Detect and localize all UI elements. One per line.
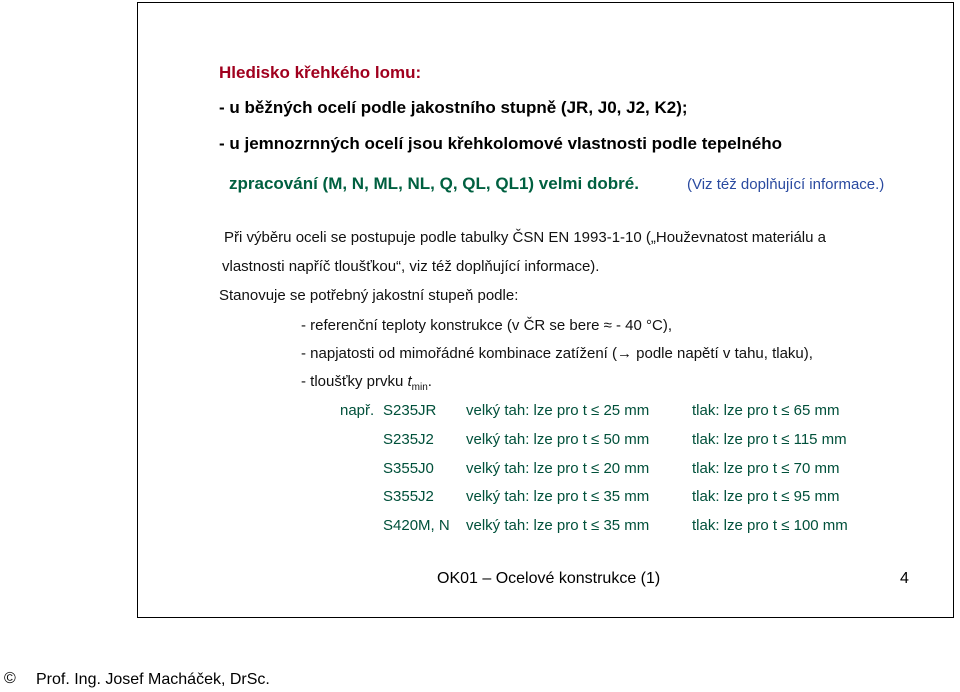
footer-course: OK01 – Ocelové konstrukce (1) — [437, 570, 661, 587]
paragraph-line-2: vlastnosti napříč tloušťkou“, viz též doplňující informace). — [222, 258, 600, 275]
line-fine-grain-b: zpracování (M, N, ML, NL, Q, QL, QL1) velmi dobré. — [229, 174, 639, 193]
line-common-steels: - u běžných ocelí podle jakostního stupně (JR, J0, J2, K2); — [219, 98, 688, 117]
table-tension: velký tah: lze pro t ≤ 25 mm — [466, 402, 650, 419]
table-compression: tlak: lze pro t ≤ 95 mm — [692, 488, 840, 505]
paragraph-line-3: Stanovuje se potřebný jakostní stupeň podle: — [219, 287, 519, 304]
table-tension: velký tah: lze pro t ≤ 35 mm — [466, 488, 650, 505]
paragraph-line-1: Při výběru oceli se postupuje podle tabulky ČSN EN 1993-1-10 („Houževnatost materiálu a — [224, 229, 826, 246]
table-steel: S235JR — [383, 402, 437, 419]
table-compression: tlak: lze pro t ≤ 70 mm — [692, 460, 840, 477]
bullet-reference-temperature: - referenční teploty konstrukce (v ČR se bere ≈ - 40 °C), — [301, 317, 673, 334]
heading: Hledisko křehkého lomu: — [219, 63, 422, 82]
copyright-icon: © — [4, 670, 16, 687]
table-compression: tlak: lze pro t ≤ 65 mm — [692, 402, 840, 419]
bullet-stress: - napjatosti od mimořádné kombinace zatížení (→ podle napětí v tahu, tlaku), — [301, 345, 813, 362]
table-tension: velký tah: lze pro t ≤ 35 mm — [466, 517, 650, 534]
table-steel: S355J0 — [383, 460, 434, 477]
table-compression: tlak: lze pro t ≤ 115 mm — [692, 431, 847, 448]
footer-page-number: 4 — [900, 570, 909, 587]
info-note: (Viz též doplňující informace.) — [687, 176, 885, 193]
bullet-thickness: - tloušťky prvku $t_{min}$. — [301, 373, 432, 393]
table-compression: tlak: lze pro t ≤ 100 mm — [692, 517, 848, 534]
table-steel: S355J2 — [383, 488, 434, 505]
table-steel: S235J2 — [383, 431, 434, 448]
table-tension: velký tah: lze pro t ≤ 20 mm — [466, 460, 650, 477]
author: Prof. Ing. Josef Macháček, DrSc. — [36, 671, 270, 688]
table-prefix: např. — [340, 402, 375, 419]
table-steel: S420M, N — [383, 517, 450, 534]
table-tension: velký tah: lze pro t ≤ 50 mm — [466, 431, 650, 448]
line-fine-grain-a: - u jemnozrnných ocelí jsou křehkolomové vlastnosti podle tepelného — [219, 134, 782, 153]
